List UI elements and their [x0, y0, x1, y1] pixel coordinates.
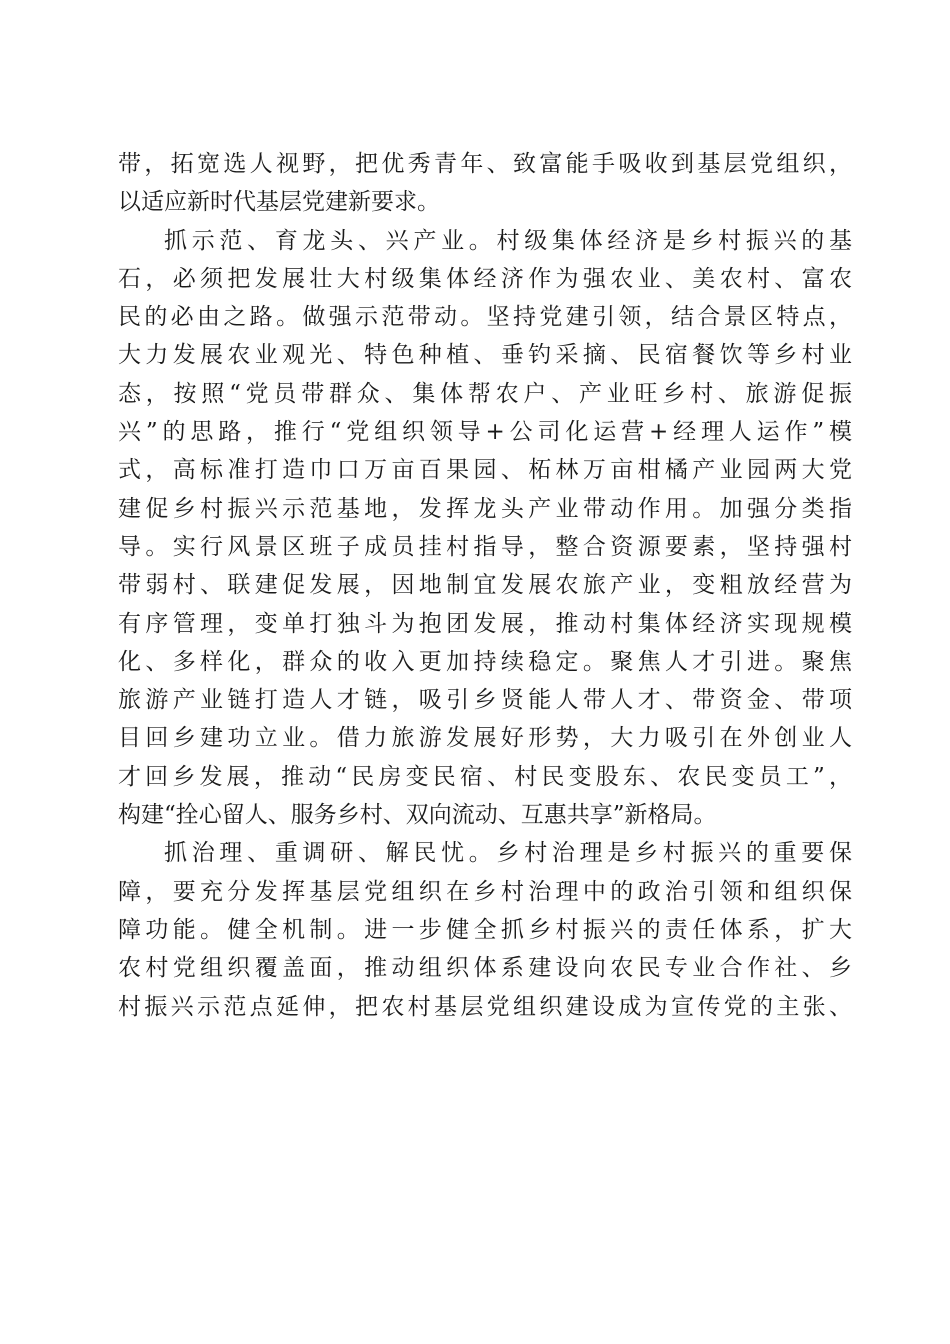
text-line: 带，拓宽选人视野，把优秀青年、致富能手吸收到基层党组织， — [118, 151, 852, 177]
paragraph — [118, 222, 852, 835]
text-line: 带弱村、联建促发展，因地制宜发展农旅产业，变粗放经营为 — [118, 572, 852, 599]
text-line: 障功能。健全机制。进一步健全抓乡村振兴的责任体系，扩大 — [118, 916, 852, 943]
body-text — [118, 145, 852, 1026]
text-line: 村振兴示范点延伸，把农村基层党组织建设成为宣传党的主张、 — [118, 993, 852, 1020]
text-line: 态，按照“党员带群众、集体帮农户、产业旺乡村、旅游促振 — [118, 380, 852, 407]
paragraph — [118, 145, 852, 222]
text-line: 导。实行风景区班子成员挂村指导，整合资源要素，坚持强村 — [118, 533, 852, 560]
text-line: 障，要充分发挥基层党组织在乡村治理中的政治引领和组织保 — [118, 878, 852, 905]
text-line: 大力发展农业观光、特色种植、垂钓采摘、民宿餐饮等乡村业 — [118, 342, 852, 369]
text-line: 农村党组织覆盖面，推动组织体系建设向农民专业合作社、乡 — [118, 955, 852, 982]
text-line: 抓示范、育龙头、兴产业。村级集体经济是乡村振兴的基 — [164, 227, 852, 254]
text-line: 式，高标准打造巾口万亩百果园、柘林万亩柑橘产业园两大党 — [118, 457, 852, 484]
text-line: 民的必由之路。做强示范带动。坚持党建引领，结合景区特点， — [118, 304, 852, 331]
paragraph — [118, 834, 852, 1025]
text-line: 兴”的思路，推行“党组织领导+公司化运营+经理人运作”模 — [118, 419, 852, 446]
text-line: 化、多样化，群众的收入更加持续稳定。聚焦人才引进。聚焦 — [118, 648, 852, 675]
text-line: 构建“拴心留人、服务乡村、双向流动、互惠共享”新格局。 — [118, 802, 717, 829]
text-line: 旅游产业链打造人才链，吸引乡贤能人带人才、带资金、带项 — [118, 687, 852, 714]
text-line: 以适应新时代基层党建新要求。 — [118, 189, 440, 216]
text-line: 抓治理、重调研、解民忧。乡村治理是乡村振兴的重要保 — [164, 840, 852, 867]
text-line: 有序管理，变单打独斗为抱团发展，推动村集体经济实现规模 — [118, 610, 852, 637]
text-line: 目回乡建功立业。借力旅游发展好形势，大力吸引在外创业人 — [118, 725, 852, 752]
text-line: 石，必须把发展壮大村级集体经济作为强农业、美农村、富农 — [118, 265, 852, 292]
text-line: 建促乡村振兴示范基地，发挥龙头产业带动作用。加强分类指 — [118, 495, 852, 522]
text-line: 才回乡发展，推动“民房变民宿、村民变股东、农民变员工”， — [118, 763, 852, 790]
